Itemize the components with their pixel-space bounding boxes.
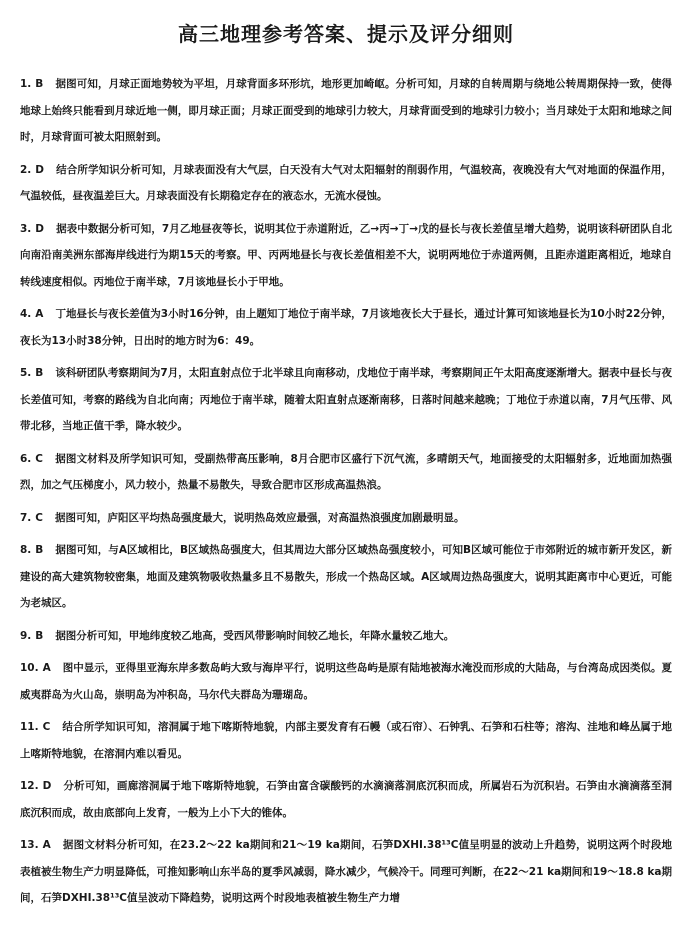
explanation-text: 据图可知，与A区域相比，B区域热岛强度大，但其周边大部分区域热岛强度较小，可知B区域可能位于市郊附近的城市新开发区，新建设的高大建筑物较密集，地面及建筑物吸收热量多且不易散失，形成一个热岛区域。A区域周边热岛强度大，说明其距离市中心更近，可能为老城区。 [20, 544, 672, 609]
question-number: 12. [20, 780, 39, 792]
answer-letter: C [35, 452, 44, 465]
answer-letter: B [35, 544, 44, 556]
explanation-text: 该科研团队考察期间为7月，太阳直射点位于北半球且向南移动，戊地位于南半球，考察期间正午太阳高度逐渐增大。据表中昼长与夜长差值可知，考察的路线为自北向南；丙地位于南半球，随着太阳直射点逐渐南移，日落时间越来越晚；丁地位于赤道以南，7月气压带、风带北移，当地正值干季，降水较少。 [20, 367, 672, 432]
page-title: 高三地理参考答案、提示及评分细则 [178, 22, 514, 46]
answer-item [20, 216, 672, 296]
answer-item [20, 832, 672, 912]
answer-item [20, 714, 672, 767]
answer-letter: A [35, 308, 44, 320]
explanation-text: 结合所学知识可知，溶洞属于地下喀斯特地貌，内部主要发育有石幔（或石帘）、石钟乳、石笋和石柱等；溶沟、洼地和峰丛属于地上喀斯特地貌，在溶洞内难以看见。 [20, 721, 672, 760]
answer-list [20, 71, 672, 912]
explanation-text: 据图可知，庐阳区平均热岛强度最大，说明热岛效应最强，对高温热浪强度加剧最明显。 [55, 511, 465, 524]
answer-item [20, 157, 672, 210]
question-number: 9. [20, 629, 32, 642]
answer-item [20, 773, 672, 826]
answer-letter: D [35, 222, 45, 235]
answer-letter: B [35, 629, 44, 642]
question-number: 1. [20, 78, 32, 90]
question-number: 4. [20, 308, 32, 320]
answer-item [20, 623, 672, 650]
answer-letter: C [42, 721, 51, 733]
answer-letter: D [35, 163, 45, 176]
answer-letter: D [42, 780, 52, 792]
question-number: 13. [20, 839, 39, 851]
question-number: 7. [20, 511, 32, 524]
question-number: 10. [20, 662, 39, 674]
answer-item [20, 301, 672, 354]
explanation-text: 据图文材料分析可知，在23.2～22 ka期间和21～19 ka期间，石笋DXHI.38¹³C值呈明显的波动上升趋势，说明这两个时段地表植被生物生产力明显降低，可推知影响山东半岛的夏季风减弱，降水减少，气候冷干。同理可判断，在22～21 ka期间和19～18.8 ka期间，石笋DXHI.38¹³C值呈波动下降趋势，说明这两个时段地表植被生物生产力增 [20, 839, 672, 904]
answer-letter: C [35, 511, 44, 524]
question-number: 3. [20, 222, 32, 235]
explanation-text: 据图文材料及所学知识可知，受副热带高压影响，8月合肥市区盛行下沉气流，多晴朗天气，地面接受的太阳辐射多，近地面加热强烈，加之气压梯度小，风力较小，热量不易散失，导致合肥市区形成高温热浪。 [20, 452, 672, 491]
explanation-text: 据图分析可知，甲地纬度较乙地高，受西风带影响时间较乙地长，年降水量较乙地大。 [55, 629, 455, 642]
answer-item [20, 446, 672, 499]
answer-letter: A [42, 839, 51, 851]
question-number: 11. [20, 721, 39, 733]
question-number: 2. [20, 163, 32, 176]
answer-item [20, 71, 672, 151]
answer-letter: B [35, 367, 44, 379]
answer-item [20, 505, 672, 532]
question-number: 6. [20, 452, 32, 465]
explanation-text: 图中显示，亚得里亚海东岸多数岛屿大致与海岸平行，说明这些岛屿是原有陆地被海水淹没而形成的大陆岛，与台湾岛成因类似。夏威夷群岛为火山岛，崇明岛为冲积岛，马尔代夫群岛为珊瑚岛。 [20, 662, 672, 701]
question-number: 5. [20, 367, 32, 379]
explanation-text: 丁地昼长与夜长差值为3小时16分钟，由上题知丁地位于南半球，7月该地夜长大于昼长，通过计算可知该地昼长为10小时22分钟，夜长为13小时38分钟，日出时的地方时为6：49。 [20, 308, 672, 347]
answer-item [20, 655, 672, 708]
explanation-text: 结合所学知识分析可知，月球表面没有大气层，白天没有大气对太阳辐射的削弱作用，气温较高，夜晚没有大气对地面的保温作用，气温较低，昼夜温差巨大。月球表面没有长期稳定存在的液态水，无流水侵蚀。 [20, 163, 672, 202]
explanation-text: 据图可知，月球正面地势较为平坦，月球背面多环形坑，地形更加崎岖。分析可知，月球的自转周期与绕地公转周期保持一致，使得地球上始终只能看到月球近地一侧，即月球正面；月球正面受到的地球引力较大，月球背面受到的地球引力较小；当月球处于太阳和地球之间时，月球背面可被太阳照射到。 [20, 78, 672, 143]
explanation-text: 据表中数据分析可知，7月乙地昼夜等长，说明其位于赤道附近，乙→丙→丁→戊的昼长与夜长差值呈增大趋势，说明该科研团队自北向南沿南美洲东部海岸线进行为期15天的考察。甲、丙两地昼长与夜长差值相差不大，说明两地位于赤道两侧，且距赤道距离相近，地球自转线速度相似。丙地位于南半球，7月该地昼长小于甲地。 [20, 222, 672, 288]
answer-letter: B [35, 78, 44, 90]
answer-letter: A [42, 662, 51, 674]
answer-item [20, 537, 672, 617]
answer-item [20, 360, 672, 440]
explanation-text: 分析可知，画廊溶洞属于地下喀斯特地貌，石笋由富含碳酸钙的水滴滴落洞底沉积而成，所属岩石为沉积岩。石笋由水滴滴落至洞底沉积而成，故由底部向上发育，一般为上小下大的锥体。 [20, 780, 672, 819]
question-number: 8. [20, 544, 32, 556]
